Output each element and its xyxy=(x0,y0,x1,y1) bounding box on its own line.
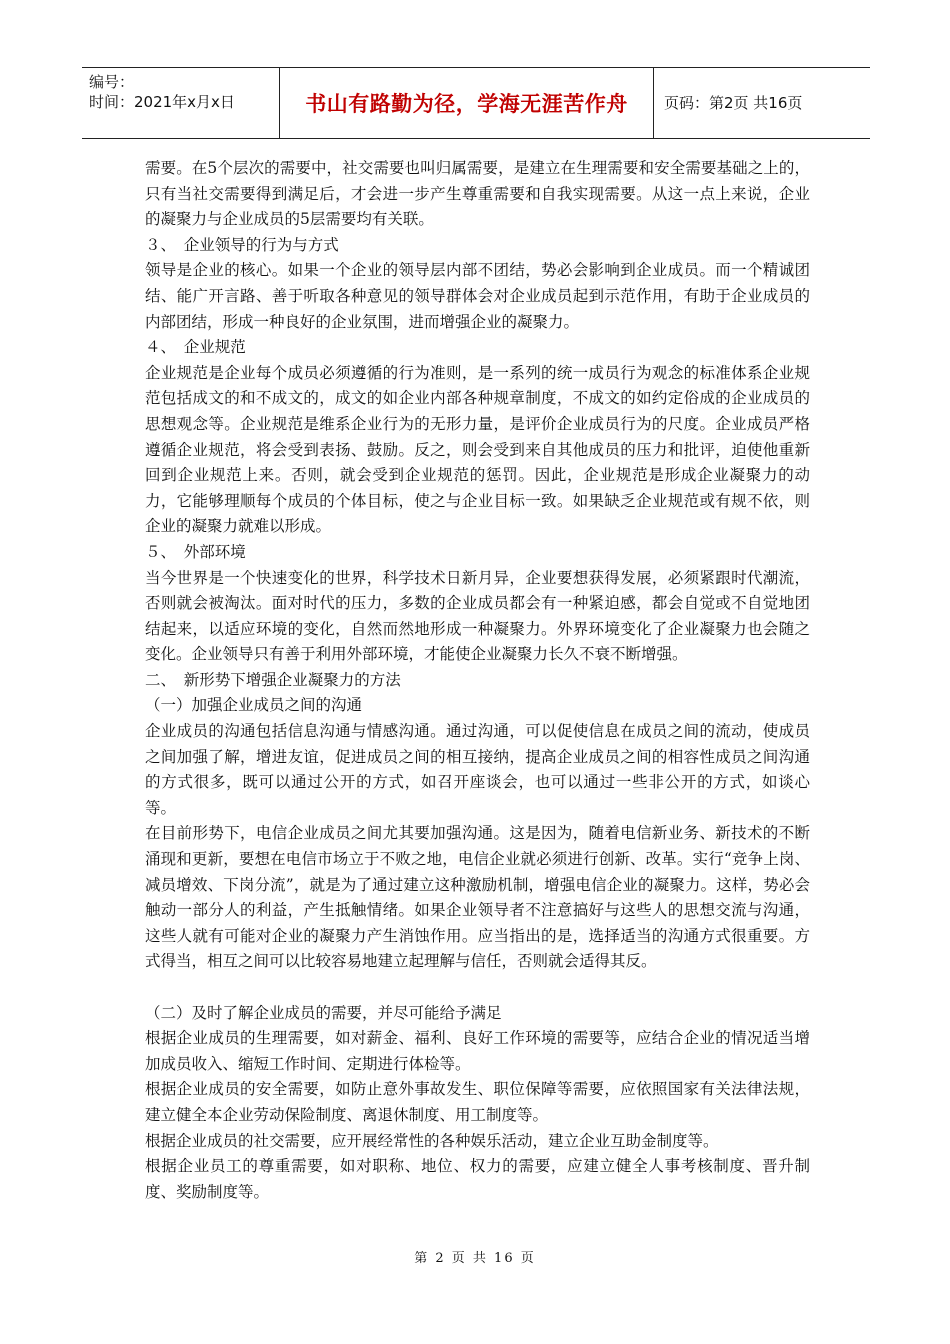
paragraph: 在目前形势下，电信企业成员之间尤其要加强沟通。这是因为，随着电信新业务、新技术的不断涌现和更新，要想在电信市场立于不败之地，电信企业就必须进行创新、改革。实行“竞争上岗、减员增效、下岗分流”，就是为了通过建立这种激励机制，增强电信企业的凝聚力。这样，势必会触动一部分人的利益，产生抵触情绪。如果企业领导者不注意搞好与这些人的思想交流与沟通，这些人就有可能对企业的凝聚力产生消蚀作用。应当指出的是，选择适当的沟通方式很重要。方式得当，相互之间可以比较容易地建立起理解与信任，否则就会适得其反。 xyxy=(145,824,810,971)
paragraph: 根据企业成员的生理需要，如对薪金、福利、良好工作环境的需要等，应结合企业的情况适当增加成员收入、缩短工作时间、定期进行体检等。 xyxy=(145,1029,810,1073)
header-page-number: 页码：第2页 共16页 xyxy=(664,94,803,112)
paragraph: 根据企业员工的尊重需要，如对职称、地位、权力的需要，应建立健全人事考核制度、晋升制度、奖励制度等。 xyxy=(145,1157,810,1201)
section-heading: 二、 新形势下增强企业凝聚力的方法 xyxy=(145,670,401,689)
page-header xyxy=(82,67,870,139)
header-meta xyxy=(89,72,235,112)
document-number-label: 编号： xyxy=(89,73,135,91)
paragraph: 企业成员的沟通包括信息沟通与情感沟通。通过沟通，可以促使信息在成员之间的流动，使成员之间加强了解，增进友谊，促进成员之间的相互接纳，提高企业成员之间的相容性成员之间沟通的方式很多，既可以通过公开的方式，如召开座谈会，也可以通过一些非公开的方式，如谈心等。 xyxy=(145,722,810,817)
section-heading: （二）及时了解企业成员的需要，并尽可能给予满足 xyxy=(145,1003,502,1022)
paragraph: 当今世界是一个快速变化的世界，科学技术日新月异，企业要想获得发展，必须紧跟时代潮流，否则就会被淘汰。面对时代的压力，多数的企业成员都会有一种紧迫感，都会自觉或不自觉地团结起来，以适应环境的变化，自然而然地形成一种凝聚力。外界环境变化了企业凝聚力也会随之变化。企业领导只有善于利用外部环境，才能使企业凝聚力长久不衰不断增强。 xyxy=(145,568,810,664)
document-body xyxy=(145,156,810,1205)
header-divider-right xyxy=(653,68,654,138)
paragraph: 企业规范是企业每个成员必须遵循的行为准则，是一系列的统一成员行为观念的标准体系企业规范包括成文的和不成文的，成文的如企业内部各种规章制度，不成文的如约定俗成的企业成员的思想观念等。企业规范是维系企业行为的无形力量，是评价企业成员行为的尺度。企业成员严格遵循企业规范，将会受到表扬、鼓励。反之，则会受到来自其他成员的压力和批评，迫使他重新回到企业规范上来。否则，就会受到企业规范的惩罚。因此，企业规范是形成企业凝聚力的动力，它能够理顺每个成员的个体目标，使之与企业目标一致。如果缺乏企业规范或有规不依，则企业的凝聚力就难以形成。 xyxy=(145,363,810,536)
section-heading: ３、 企业领导的行为与方式 xyxy=(145,235,339,254)
paragraph: 需要。在5个层次的需要中，社交需要也叫归属需要，是建立在生理需要和安全需要基础之上的，只有当社交需要得到满足后，才会进一步产生尊重需要和自我实现需要。从这一点上来说，企业的凝聚力与企业成员的5层需要均有关联。 xyxy=(145,159,810,229)
document-time-label: 时间：2021年x月x日 xyxy=(89,93,235,111)
paragraph: 根据企业成员的安全需要，如防止意外事故发生、职位保障等需要，应依照国家有关法律法规，建立健全本企业劳动保险制度、离退休制度、用工制度等。 xyxy=(145,1080,810,1124)
blank-line xyxy=(145,975,810,1001)
header-motto: 书山有路勤为径，学海无涯苦作舟 xyxy=(305,92,628,116)
page-footer: 第 2 页 共 16 页 xyxy=(414,1251,536,1266)
paragraph: 根据企业成员的社交需要，应开展经常性的各种娱乐活动，建立企业互助金制度等。 xyxy=(145,1131,719,1150)
section-heading: ５、 外部环境 xyxy=(145,542,246,561)
section-heading: ４、 企业规范 xyxy=(145,338,246,357)
section-heading: （一）加强企业成员之间的沟通 xyxy=(145,696,363,715)
paragraph: 领导是企业的核心。如果一个企业的领导层内部不团结，势必会影响到企业成员。而一个精诚团结、能广开言路、善于听取各种意见的领导群体会对企业成员起到示范作用，有助于企业成员的内部团结，形成一种良好的企业氛围，进而增强企业的凝聚力。 xyxy=(145,261,810,331)
